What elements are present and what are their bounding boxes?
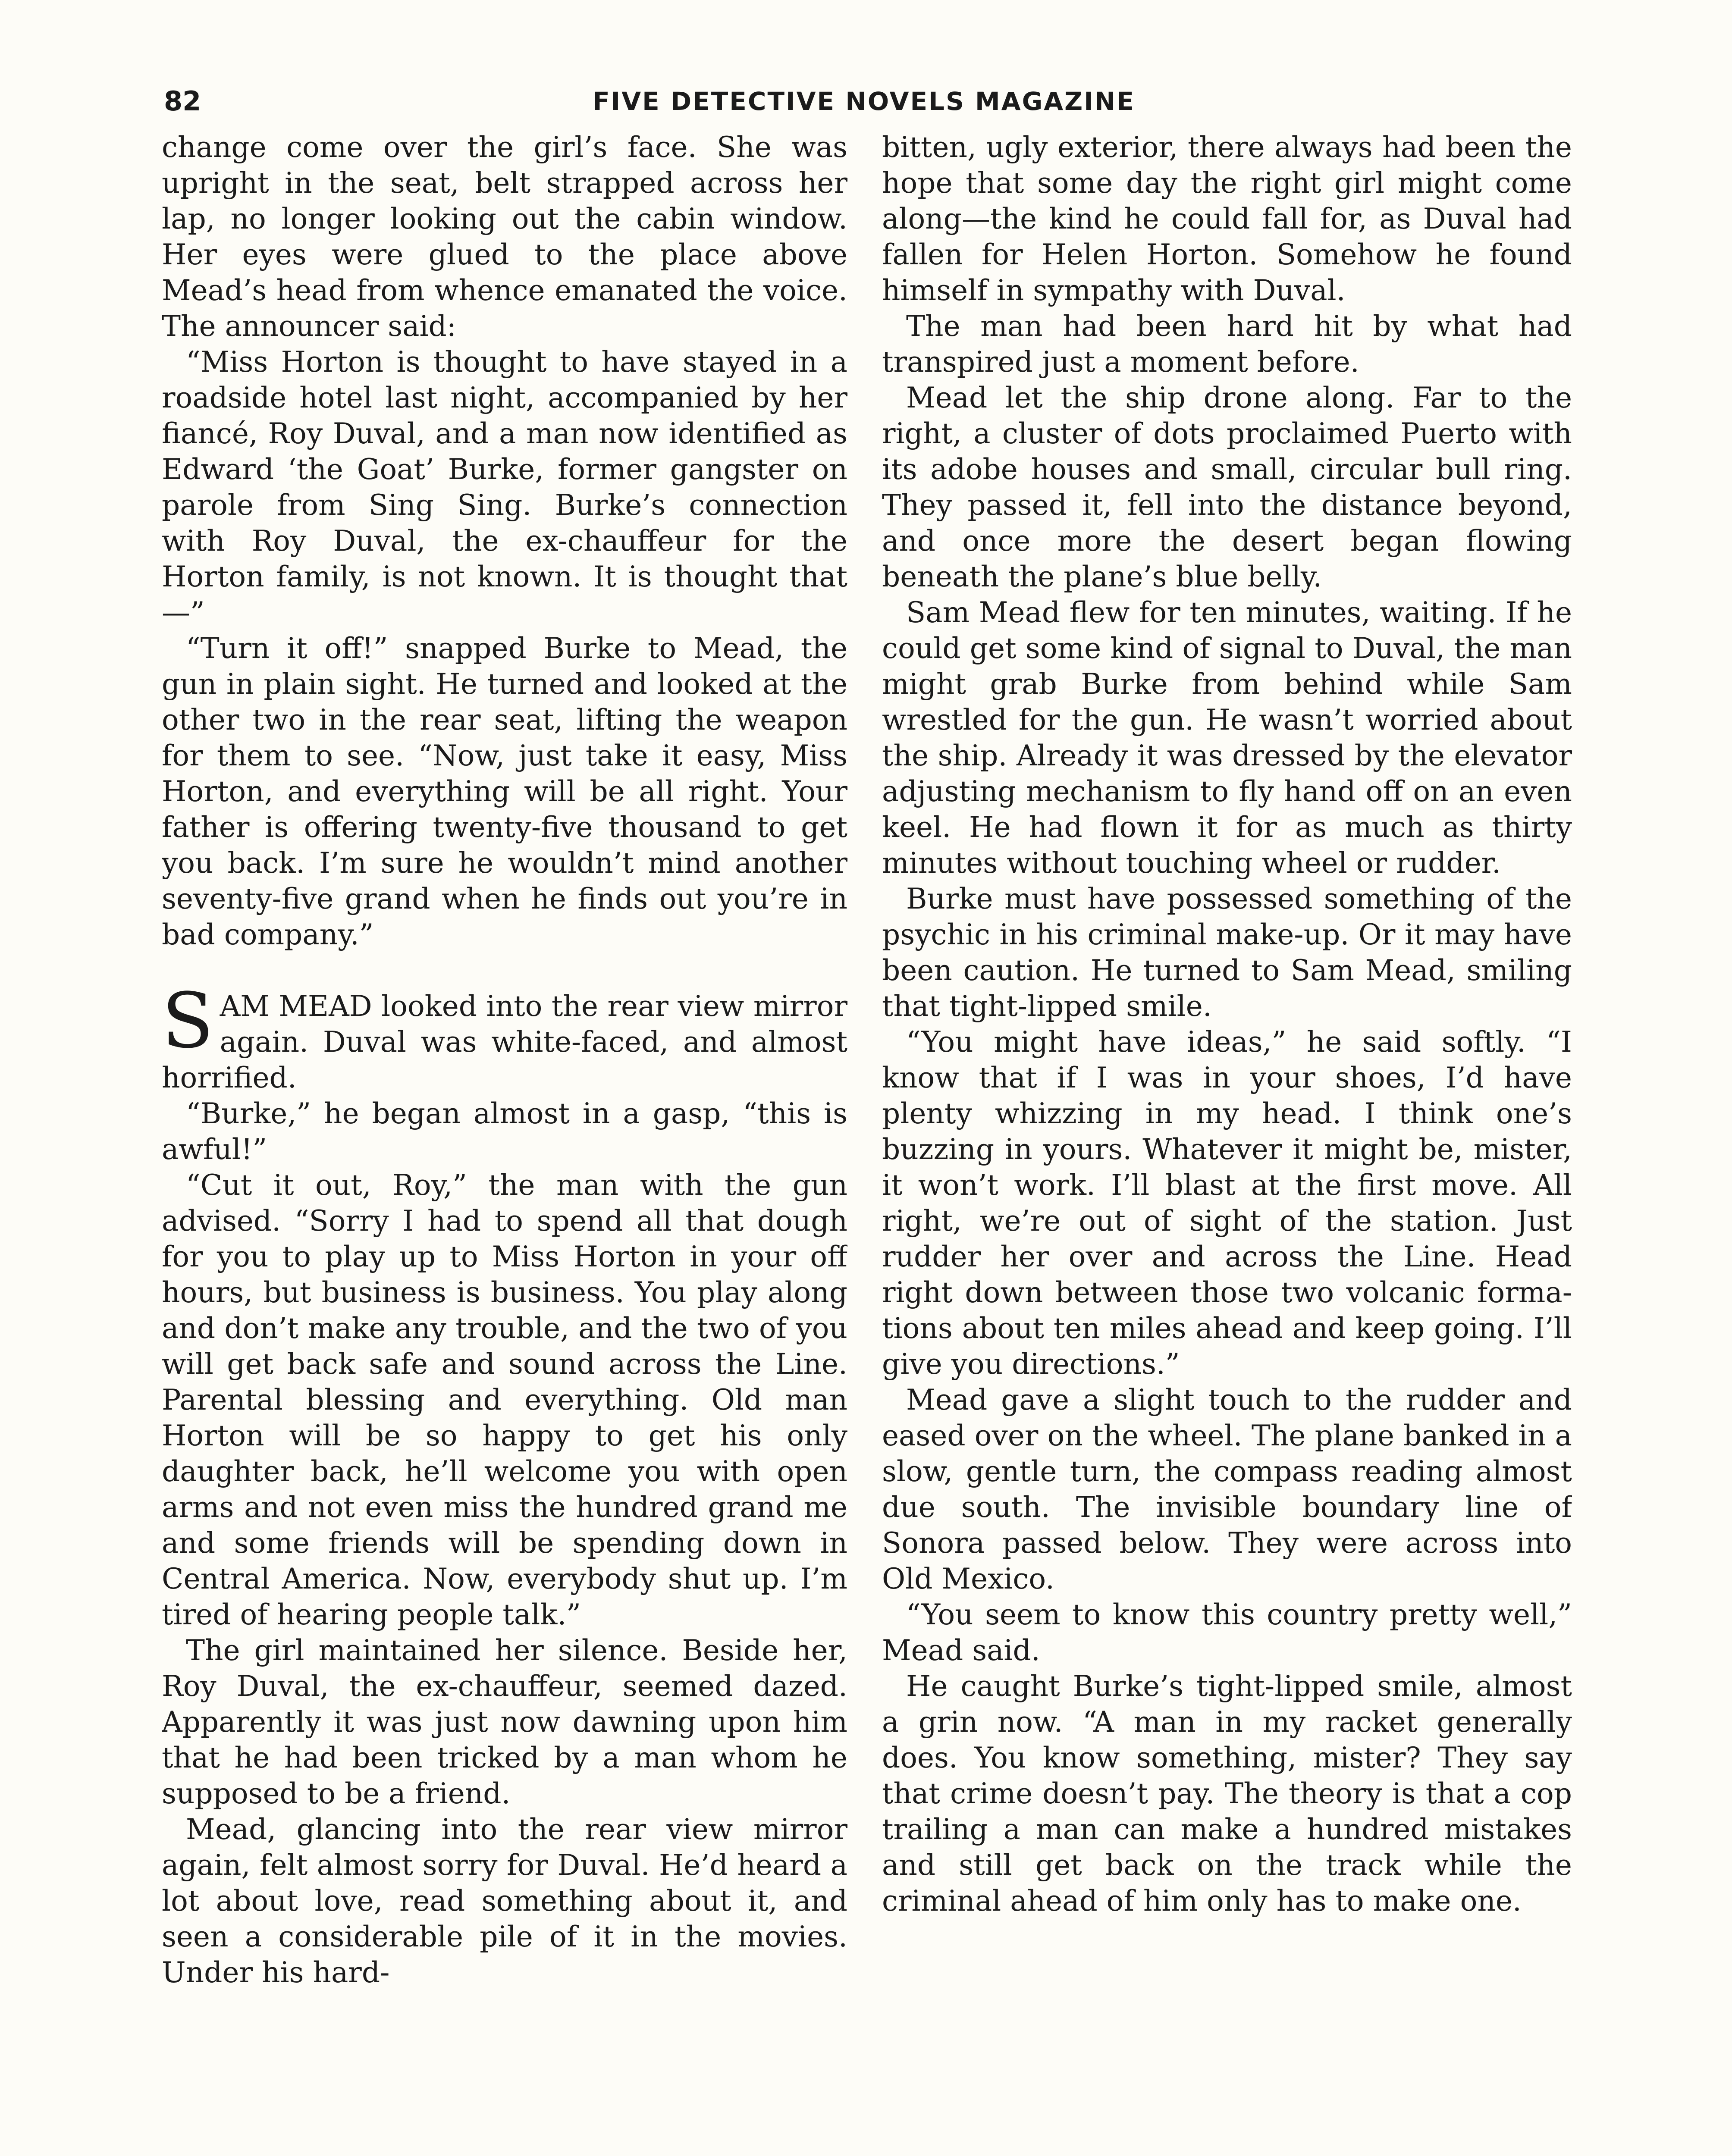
- left-column: [162, 129, 847, 2156]
- page-header: [164, 82, 1564, 121]
- running-title: FIVE DETECTIVE NOVELS MAGAZINE: [593, 87, 1135, 116]
- paragraph: “Burke,” he began almost in a gasp, “this is awful!”: [162, 1097, 847, 1166]
- paragraph: bitten, ugly exterior, there always had been the hope that some day the right girl might come along—the kind he could fall for, as Duval had fallen for Helen Horton. Somehow he found himself in sympathy with Duval.: [882, 131, 1572, 307]
- page-number: 82: [164, 85, 201, 117]
- paragraph-text: AM MEAD looked into the rear view mirror again. Duval was white-faced, and almost horrified.: [162, 990, 847, 1094]
- paragraph: “Miss Horton is thought to have stayed in a roadside hotel last night, accompanied by her fiancé, Roy Duval, and a man now identified as Edward ‘the Goat’ Burke, former gangster on parole from Sing Sing. Burke’s connection with Roy Duval, the ex-chauffeur for the Horton family, is not known. It is thought that—”: [162, 345, 847, 629]
- right-column: [882, 129, 1572, 2156]
- paragraph: He caught Burke’s tight-lipped smile, almost a grin now. “A man in my racket generally does. You know something, mister? They say that crime doesn’t pay. The theory is that a cop trailing a man can make a hundred mistakes and still get back on the track while the criminal ahead of him only has to make one.: [882, 1670, 1572, 1918]
- paragraph: “You seem to know this country pretty well,” Mead said.: [882, 1598, 1572, 1667]
- paragraph: Mead let the ship drone along. Far to the right, a cluster of dots proclaimed Puerto with its adobe houses and small, circular bull ring. They passed it, fell into the distance beyond, and once more the desert began flowing beneath the plane’s blue belly.: [882, 381, 1572, 593]
- section-opening-paragraph: [162, 977, 847, 1096]
- paragraph: Mead, glancing into the rear view mirror again, felt almost sorry for Duval. He’d heard a lot about love, read something about it, and seen a considerable pile of it in the movies. Under his hard-: [162, 1813, 847, 1989]
- paragraph: Burke must have possessed something of the psychic in his criminal make-up. Or it may have been caution. He turned to Sam Mead, smiling that tight-lipped smile.: [882, 882, 1572, 1023]
- paragraph: “Cut it out, Roy,” the man with the gun advised. “Sorry I had to spend all that dough for you to play up to Miss Horton in your off hours, but business is business. You play along and don’t make any trouble, and the two of you will get back safe and sound across the Line. Parental blessing and everything. Old man Horton will be so happy to get his only daughter back, he’ll welcome you with open arms and not even miss the hundred grand me and some friends will be spending down in Central America. Now, everybody shut up. I’m tired of hearing people talk.”: [162, 1169, 847, 1631]
- paragraph: “Turn it off!” snapped Burke to Mead, the gun in plain sight. He turned and looked at the other two in the rear seat, lifting the weapon for them to see. “Now, just take it easy, Miss Horton, and everything will be all right. Your father is offering twenty-five thousand to get you back. I’m sure he wouldn’t mind another seventy-five grand when he finds out you’re in bad company.”: [162, 632, 847, 951]
- paragraph: change come over the girl’s face. She was upright in the seat, belt strapped across her lap, no longer looking out the cabin window. Her eyes were glued to the place above Mead’s head from whence emanated the voice. The announcer said:: [162, 131, 847, 343]
- paragraph: The girl maintained her silence. Beside her, Roy Duval, the ex-chauffeur, seemed dazed. Apparently it was just now dawning upon him that he had been tricked by a man whom he supposed to be a friend.: [162, 1634, 847, 1810]
- paragraph: “You might have ideas,” he said softly. “I know that if I was in your shoes, I’d have plenty whizzing in my head. I think one’s buzzing in yours. Whatever it might be, mister, it won’t work. I’ll blast at the first move. All right, we’re out of sight of the station. Just rudder her over and across the Line. Head right down between those two volcanic formations about ten miles ahead and keep going. I’ll give you directions.”: [882, 1025, 1572, 1381]
- paragraph: The man had been hard hit by what had transpired just a moment before.: [882, 310, 1572, 379]
- paragraph: Mead gave a slight touch to the rudder and eased over on the wheel. The plane banked in a slow, gentle turn, the compass reading almost due south. The invisible boundary line of Sonora passed below. They were across into Old Mexico.: [882, 1383, 1572, 1595]
- drop-cap: S: [162, 977, 214, 1065]
- paragraph: Sam Mead flew for ten minutes, waiting. If he could get some kind of signal to Duval, the man might grab Burke from behind while Sam wrestled for the gun. He wasn’t worried about the ship. Already it was dressed by the elevator adjusting mechanism to fly hand off on an even keel. He had flown it for as much as thirty minutes without touching wheel or rudder.: [882, 596, 1572, 880]
